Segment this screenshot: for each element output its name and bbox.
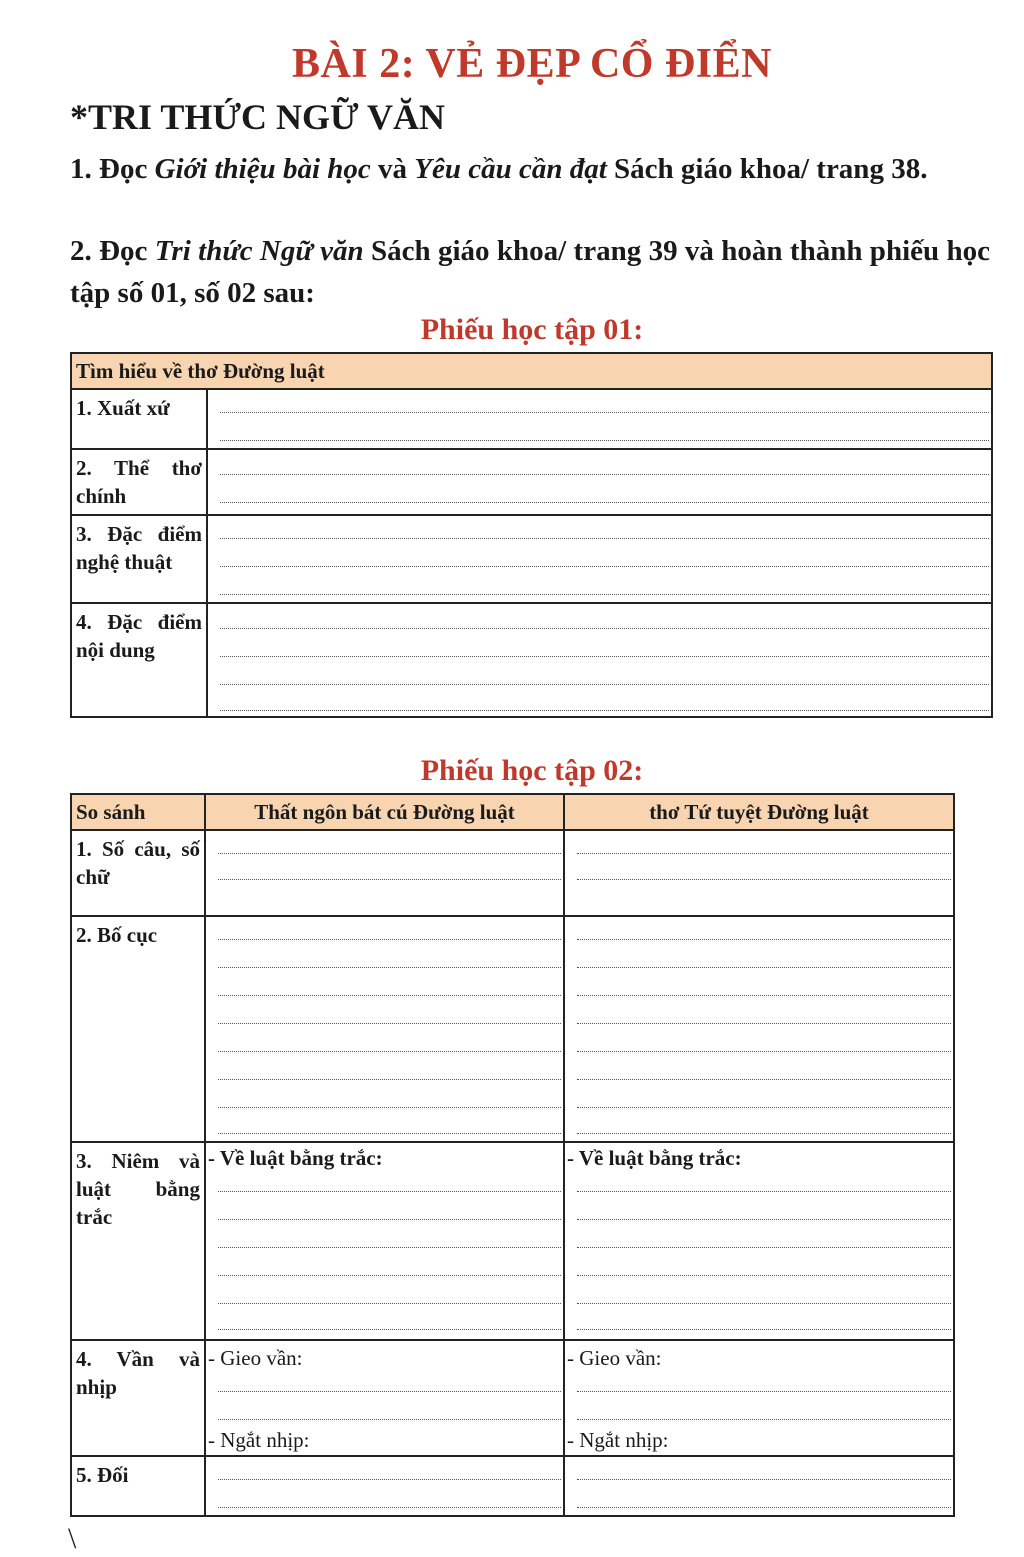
sheet-2-row-label: 4. Vần và nhịp: [71, 1340, 205, 1456]
answer-line: [220, 628, 989, 629]
answer-line: [577, 1303, 951, 1304]
answer-line: [218, 1275, 561, 1276]
instruction-1: [70, 148, 990, 190]
instruction-1-italic-1: Giới thiệu bài học: [154, 153, 371, 185]
answer-line: [577, 1051, 951, 1052]
sheet-2-row-label: 2. Bố cục: [71, 916, 205, 1142]
answer-line: [577, 1507, 951, 1508]
sheet-2-header-compare: So sánh: [71, 794, 205, 830]
sheet-2-header-tu-tuyet: thơ Tứ tuyệt Đường luật: [564, 794, 954, 830]
answer-line: [220, 440, 989, 441]
sheet-2-answer-cell[interactable]: [564, 1456, 954, 1516]
sheet-2-header-bat-cu: Thất ngôn bát cú Đường luật: [205, 794, 564, 830]
instruction-2-lead: 2. Đọc: [70, 235, 155, 267]
answer-line: [218, 1391, 561, 1392]
answer-line: [218, 1247, 561, 1248]
answer-line: [220, 538, 989, 539]
answer-line: [220, 710, 989, 711]
answer-line: [577, 1329, 951, 1330]
cell-note: - Ngắt nhịp:: [567, 1428, 669, 1452]
sheet-2-row-label: 3. Niêm và luật bằng trắc: [71, 1142, 205, 1340]
answer-line: [577, 967, 951, 968]
answer-line: [220, 412, 989, 413]
answer-line: [218, 1419, 561, 1420]
sheet-1-answer-cell[interactable]: [207, 449, 992, 515]
answer-line: [218, 1107, 561, 1108]
sheet-1-answer-cell[interactable]: [207, 389, 992, 449]
answer-line: [577, 1247, 951, 1248]
lesson-title: BÀI 2: VẺ ĐẸP CỔ ĐIỂN: [292, 41, 772, 87]
answer-line: [218, 1219, 561, 1220]
sheet-1-row-label: 1. Xuất xứ: [71, 389, 207, 449]
sheet-1-answer-cell[interactable]: [207, 515, 992, 603]
sheet-1-row-label: 2. Thể thơ chính: [71, 449, 207, 515]
instruction-2-tail: Sách giáo khoa/ trang 39 và hoàn thành phiếu học tập số 01, số 02 sau:: [70, 235, 990, 309]
sheet-2-table: [70, 793, 955, 1517]
sheet-2-answer-cell[interactable]: [205, 830, 564, 916]
sheet-2-answer-cell[interactable]: [205, 1142, 564, 1340]
cell-note: - Gieo vần:: [208, 1346, 303, 1370]
answer-line: [577, 1191, 951, 1192]
cell-note: - Về luật bằng trắc:: [567, 1146, 742, 1170]
answer-line: [577, 1079, 951, 1080]
answer-line: [220, 502, 989, 503]
answer-line: [220, 684, 989, 685]
cell-note: - Ngắt nhịp:: [208, 1428, 310, 1452]
instruction-1-lead: 1. Đọc: [70, 153, 155, 185]
instruction-1-mid: và: [370, 153, 415, 185]
answer-line: [218, 1507, 561, 1508]
answer-line: [220, 474, 989, 475]
answer-line: [218, 1479, 561, 1480]
sheet-2-answer-cell[interactable]: [564, 830, 954, 916]
stray-mark: \: [68, 1522, 77, 1555]
answer-line: [577, 853, 951, 854]
answer-line: [218, 879, 561, 880]
answer-line: [577, 879, 951, 880]
answer-line: [577, 1023, 951, 1024]
sheet-2-answer-cell[interactable]: [564, 1340, 954, 1456]
sheet-2-answer-cell[interactable]: [205, 916, 564, 1142]
sheet-1-row-label: 4. Đặc điểm nội dung: [71, 603, 207, 717]
answer-line: [218, 1023, 561, 1024]
answer-line: [577, 995, 951, 996]
sheet-1-title: Phiếu học tập 01:: [420, 313, 644, 346]
answer-line: [218, 1329, 561, 1330]
answer-line: [218, 1079, 561, 1080]
answer-line: [218, 939, 561, 940]
answer-line: [218, 1133, 561, 1134]
answer-line: [220, 656, 989, 657]
sheet-1-row-label: 3. Đặc điểm nghệ thuật: [71, 515, 207, 603]
answer-line: [218, 1051, 561, 1052]
sheet-1-answer-cell[interactable]: [207, 603, 992, 717]
answer-line: [218, 1191, 561, 1192]
answer-line: [220, 594, 989, 595]
answer-line: [577, 1275, 951, 1276]
instruction-2-italic: Tri thức Ngữ văn: [154, 235, 364, 267]
answer-line: [218, 853, 561, 854]
section-subtitle: *TRI THỨC NGỮ VĂN: [70, 97, 446, 137]
sheet-2-row-label: 5. Đối: [71, 1456, 205, 1516]
answer-line: [220, 566, 989, 567]
cell-note: - Gieo vần:: [567, 1346, 662, 1370]
answer-line: [218, 1303, 561, 1304]
answer-line: [218, 967, 561, 968]
instruction-1-tail: Sách giáo khoa/ trang 38.: [606, 153, 928, 185]
sheet-2-title: Phiếu học tập 02:: [420, 754, 644, 787]
sheet-2-answer-cell[interactable]: [564, 1142, 954, 1340]
answer-line: [577, 939, 951, 940]
cell-note: - Về luật bằng trắc:: [208, 1146, 383, 1170]
sheet-2-answer-cell[interactable]: [564, 916, 954, 1142]
answer-line: [577, 1479, 951, 1480]
answer-line: [577, 1419, 951, 1420]
sheet-2-answer-cell[interactable]: [205, 1456, 564, 1516]
answer-line: [577, 1133, 951, 1134]
sheet-2-answer-cell[interactable]: [205, 1340, 564, 1456]
instruction-2: [70, 230, 990, 314]
answer-line: [577, 1391, 951, 1392]
sheet-1-table: [70, 352, 993, 718]
sheet-2-row-label: 1. Số câu, số chữ: [71, 830, 205, 916]
answer-line: [577, 1107, 951, 1108]
answer-line: [218, 995, 561, 996]
answer-line: [577, 1219, 951, 1220]
instruction-1-italic-2: Yêu cầu cần đạt: [414, 153, 607, 185]
sheet-1-header: Tìm hiểu về thơ Đường luật: [71, 353, 992, 389]
